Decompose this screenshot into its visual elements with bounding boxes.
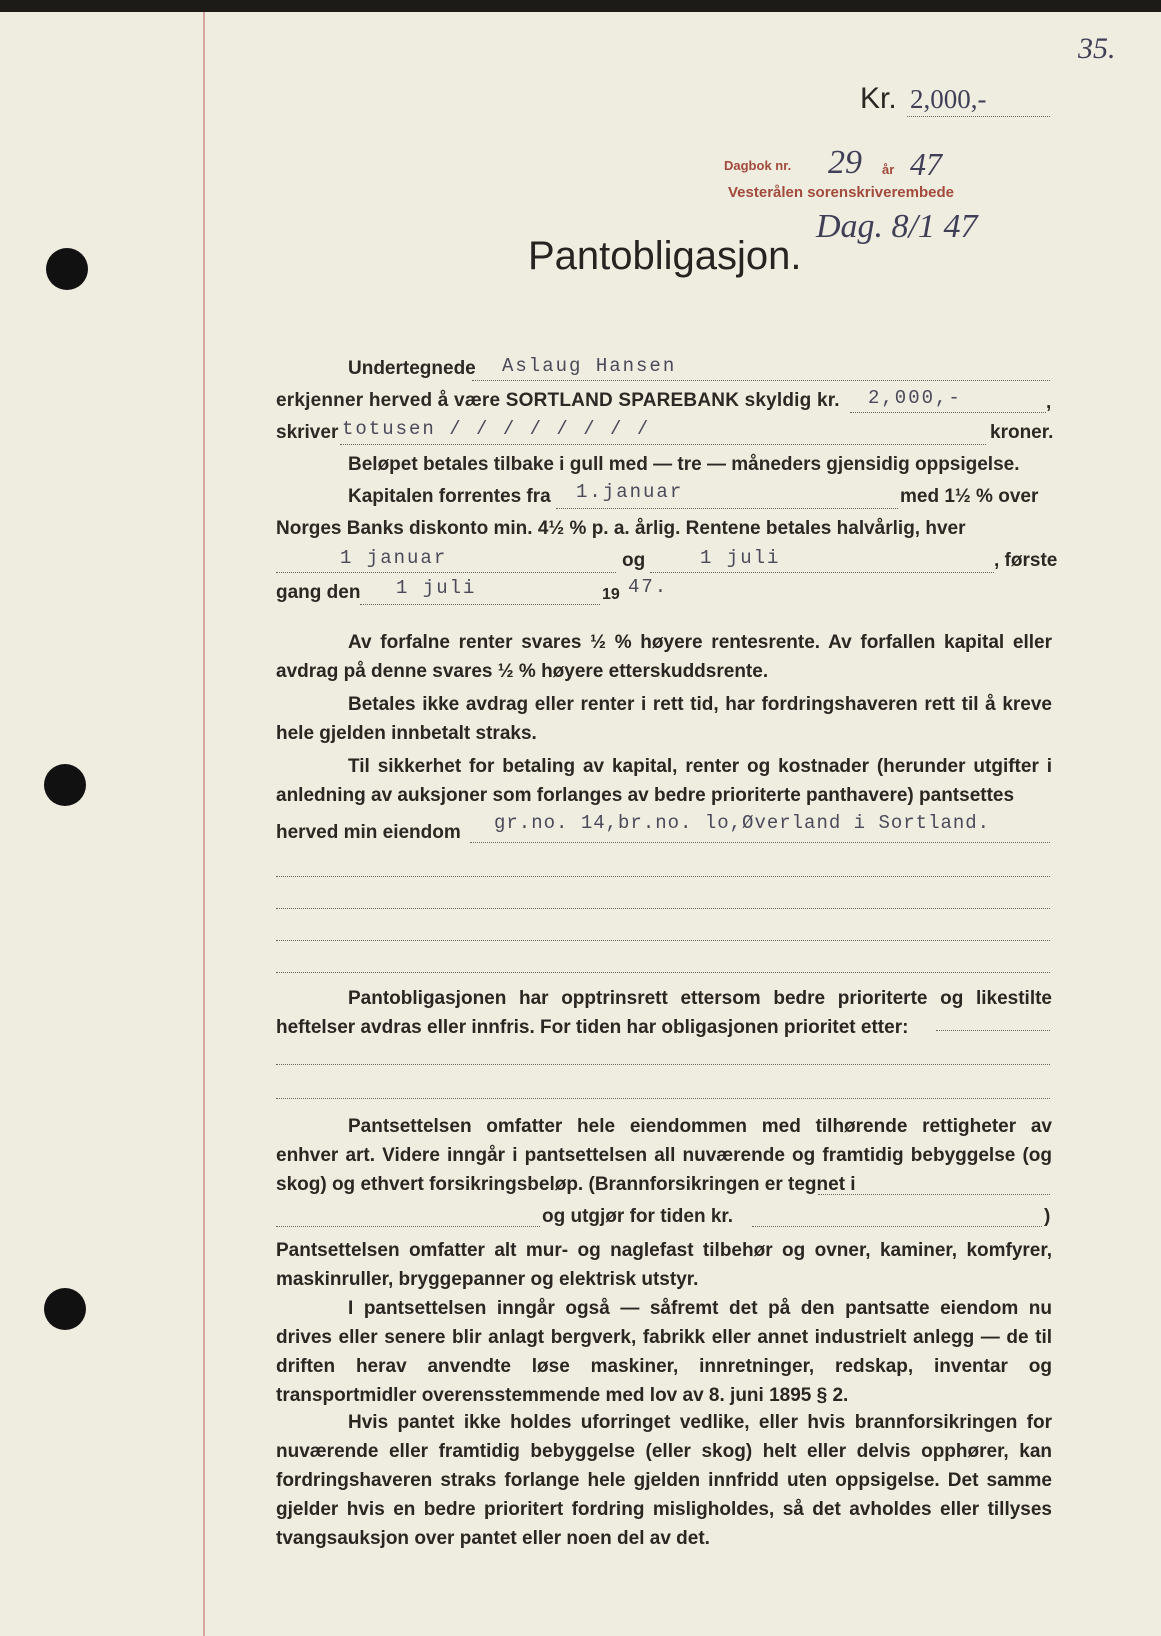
stamp-year: 47: [910, 146, 942, 182]
belopet-text: Beløpet betales tilbake i gull med — tre — måneders gjensidig oppsigelse.: [348, 454, 1020, 475]
paragraph-murfast: Pantsettelsen omfatter alt mur- og naglefast tilbehør og ovner, kaminer, komfyrer, maskinruller, bryggepanner og elektrisk utstyr.: [276, 1240, 1052, 1290]
eiendom-value: gr.no. 14,br.no. lo,Øverland i Sortland.: [494, 812, 991, 834]
prioritet-line: [936, 1030, 1050, 1031]
stamp-office: Vesterålen sorenskriverembede: [728, 184, 954, 201]
document-title: Pantobligasjon.: [528, 234, 802, 278]
term2-line: [650, 572, 994, 573]
term1-line: [276, 572, 616, 573]
gang-line: [360, 604, 600, 605]
norges-text: Norges Banks diskonto min. 4½ % p. a. årlig. Rentene betales halvårlig, hver: [276, 518, 966, 539]
skyldig-amount: 2,000,-: [868, 387, 962, 409]
blank-line-4: [276, 972, 1050, 973]
document-page: [0, 12, 1161, 1636]
term1-value: 1 januar: [340, 547, 448, 569]
paragraph-omfatter: Pantsettelsen omfatter hele eiendommen med tilhørende rettigheter av enhver art. Videre inngår i pantsettelsen all nuværende og framtidig bebyggelse (og skog) og ethvert forsikringsbeløp. (Brannforsikringen er tegnet i: [276, 1116, 1052, 1195]
undertegnede-value: Aslaug Hansen: [502, 355, 677, 377]
paragraph-bergverk: I pantsettelsen inngår også — såfremt det på den pantsatte eiendom nu drives eller senere blir anlagt bergverk, fabrikk eller annet industrielt anlegg — de til driften herav anvendte løse maskiner, innretninger, redskap, inventar og transportmidler overensstemmende med lov av 8. juni 1895 § 2.: [276, 1298, 1052, 1406]
punch-hole-top: [46, 248, 88, 290]
herved-label: herved min eiendom: [276, 822, 461, 843]
blank-line-6: [276, 1098, 1050, 1099]
paragraph-sikkerhet: Til sikkerhet for betaling av kapital, renter og kostnader (herunder utgifter i anledning av auksjoner som forlanges av bedre prioriterte panthavere) pantsettes: [276, 756, 1052, 806]
kapitalen-line: [556, 508, 898, 509]
gang-label: gang den: [276, 582, 361, 603]
blank-line-3: [276, 940, 1050, 941]
skriver-line: [340, 444, 986, 445]
red-margin-line: [203, 12, 205, 1636]
paragraph-betales: Betales ikke avdrag eller renter i rett tid, har fordringshaveren rett til å kreve hele gjelden innbetalt straks.: [276, 694, 1052, 744]
skyldig-line: [850, 412, 1046, 413]
year-value: 47.: [628, 576, 669, 598]
kapitalen-rest: med 1½ % over: [900, 486, 1039, 507]
stamp-year-label: år: [882, 162, 895, 177]
page-number: 35.: [1078, 32, 1116, 65]
og-label: og: [622, 550, 646, 571]
undertegnede-line: [472, 380, 1050, 381]
erkjenner-text: erkjenner herved å være SORTLAND SPAREBANK skyldig kr.: [276, 390, 840, 411]
kr-amount: 2,000,-: [910, 84, 987, 114]
brannforsikring-paren: ): [1044, 1206, 1051, 1227]
stamp-dagbok-label: Dagbok nr.: [724, 158, 792, 173]
paragraph-forfalne: Av forfalne renter svares ½ % høyere rentesrente. Av forfallen kapital eller avdrag på denne svares ½ % høyere etterskuddsrente.: [276, 632, 1052, 682]
kroner-label: kroner.: [990, 422, 1054, 443]
stamp-dagbok-number: 29: [828, 144, 862, 181]
gang-value: 1 juli: [396, 577, 477, 599]
kapitalen-label: Kapitalen forrentes fra: [348, 486, 551, 507]
brannforsikring-line-2: [276, 1226, 540, 1227]
year-prefix: 19: [602, 586, 620, 603]
term2-value: 1 juli: [700, 547, 781, 569]
brannforsikring-line-1: [818, 1194, 1050, 1195]
brannforsikring-amount-line: [752, 1226, 1042, 1227]
blank-line-5: [276, 1064, 1050, 1065]
kr-label: Kr.: [860, 82, 897, 115]
forste-label: , første: [994, 550, 1058, 571]
punch-hole-middle: [44, 764, 86, 806]
kapitalen-value: 1.januar: [576, 481, 684, 503]
skriver-label: skriver: [276, 422, 339, 443]
kr-amount-line: [907, 116, 1050, 117]
paragraph-vedlike: Hvis pantet ikke holdes uforringet vedlike, eller hvis brannforsikringen for nuværende eller framtidig bebyggelse (eller skog) helt eller delvis opphører, kan fordringshaveren straks forlange hele gjelden innfridd uten oppsigelse. Det samme gjelder hvis en bedre prioritert fordring misligholdes, så det avholdes eller tillyses tvangsauksjon over pantet eller noen del av det.: [276, 1412, 1052, 1549]
paragraph-opptrinsrett: Pantobligasjonen har opptrinsrett ettersom bedre prioriterte og likestilte heftelser avdras eller innfris. For tiden har obligasjonen prioritet etter:: [276, 988, 1052, 1038]
punch-hole-bottom: [44, 1288, 86, 1330]
undertegnede-label: Undertegnede: [348, 358, 476, 379]
stamp-date: Dag. 8/1 47: [816, 208, 978, 245]
brannforsikring-og: og utgjør for tiden kr.: [542, 1206, 734, 1227]
skriver-value: totusen / / / / / / / /: [342, 418, 651, 440]
blank-line-2: [276, 908, 1050, 909]
comma: ,: [1046, 392, 1052, 413]
eiendom-line: [470, 842, 1050, 843]
blank-line-1: [276, 876, 1050, 877]
